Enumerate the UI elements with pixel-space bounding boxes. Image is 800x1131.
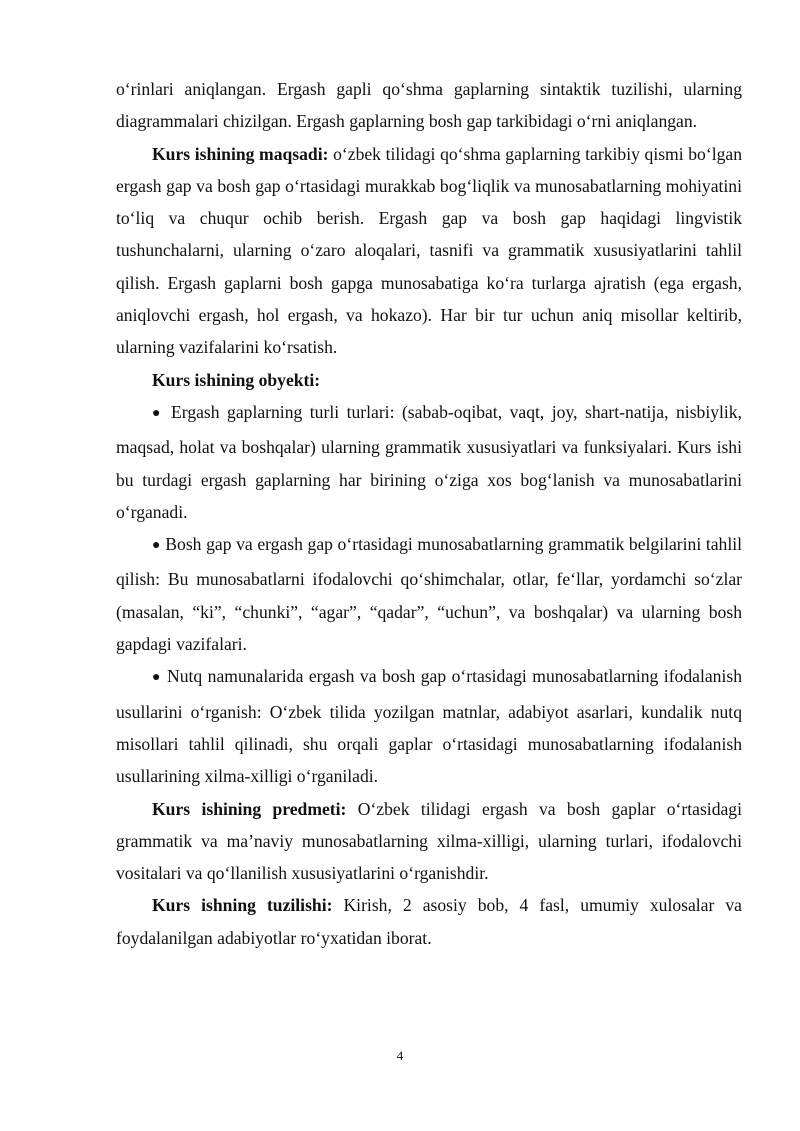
paragraph-continuation <box>116 73 742 138</box>
paragraph-text: Bosh gap va ergash gap o‘rtasidagi munosabatlarning grammatik belgilarini tahlil qilish: Bu munosabatlarni ifodalovchi qo‘shimchalar, otlar, fe‘llar, yordamchi so‘zlar (masalan, “ki”, “chunki”, “agar”, “qadar”, “uchun”, va boshqalar) va ularning bosh gapdagi vazifalari. <box>116 534 742 655</box>
paragraph-text: Ergash gaplarning turli turlari: (sabab-oqibat, vaqt, joy, shart-natija, nisbiylik, maqsad, holat va boshqalar) ularning grammatik xususiyatlari va funksiyalari. Kurs ishi bu turdagi ergash gaplarning har birining o‘ziga xos bog‘lanish va munosabatlarini o‘rganadi. <box>116 401 742 522</box>
paragraph-text: Nutq namunalarida ergash va bosh gap o‘rtasidagi munosabatlarning ifodalanish usullarini o‘rganish: O‘zbek tilida yozilgan matnlar, adabiyot asarlari, kundalik nutq misollari tahlil qilinadi, shu orqali gaplar o‘rtasidagi munosabatlarning ifodalanish usullarining xilma-xilligi o‘rganiladi. <box>116 666 742 787</box>
bullet-icon: ● <box>152 670 162 686</box>
paragraph-heading: Kurs ishining predmeti: <box>152 798 347 819</box>
paragraph-structure <box>116 889 742 954</box>
body-text <box>116 73 742 954</box>
paragraph-object-heading <box>116 364 742 396</box>
paragraph-subject <box>116 793 742 890</box>
paragraph-heading: Kurs ishining maqsadi: <box>152 143 329 164</box>
paragraph-text: o‘rinlari aniqlangan. Ergash gapli qo‘shma gaplarning sintaktik tuzilishi, ularning diagrammalari chizilgan. Ergash gaplarning bosh gap tarkibidagi o‘rni aniqlangan. <box>116 79 742 132</box>
paragraph-text: Kirish, 2 asosiy bob, 4 fasl, umumiy xulosalar va foydalanilgan adabiyotlar ro‘yxatidan iborat. <box>116 895 742 948</box>
bullet-icon: ● <box>152 538 161 554</box>
bullet-icon: ● <box>152 405 164 421</box>
paragraph-text: o‘zbek tilidagi qo‘shma gaplarning tarkibiy qismi bo‘lgan ergash gap va bosh gap o‘rtasidagi murakkab bog‘liqlik va munosabatlarning mohiyatini to‘liq va chuqur ochib berish. Ergash gap va bosh gap haqidagi lingvistik tushunchalarni, ularning o‘zaro aloqalari, tasnifi va grammatik xususiyatlarini tahlil qilish. Ergash gaplarni bosh gapga munosabatiga ko‘ra turlarga ajratish (ega ergash, aniqlovchi ergash, hol ergash, va hokazo). Har bir tur uchun aniq misollar keltirib, ularning vazifalarini ko‘rsatish. <box>116 143 742 358</box>
paragraph-heading: Kurs ishining obyekti: <box>152 369 321 390</box>
paragraph-bullet-3 <box>116 660 742 792</box>
paragraph-goal <box>116 138 742 364</box>
paragraph-bullet-2 <box>116 528 742 660</box>
paragraph-bullet-1 <box>116 396 742 528</box>
paragraph-heading: Kurs ishning tuzilishi: <box>152 895 333 916</box>
page-number: 4 <box>396 1048 404 1063</box>
paragraph-text: O‘zbek tilidagi ergash va bosh gaplar o‘rtasidagi grammatik va ma’naviy munosabatlarning xilma-xilligi, ularning turlari, ifodalovchi vositalari va qo‘llanilish xususiyatlarini o‘rganishdir. <box>116 798 742 884</box>
